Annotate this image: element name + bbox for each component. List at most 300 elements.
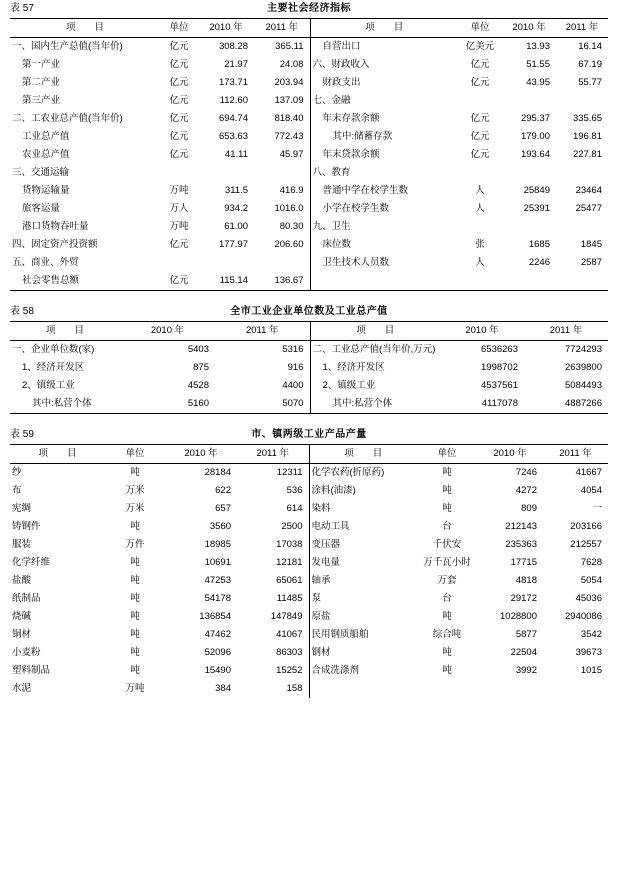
row-value-2011: 2940086 xyxy=(565,611,602,622)
row-value-2010: 308.28 xyxy=(218,41,248,52)
table-row xyxy=(10,482,608,500)
table-57-number: 表 57 xyxy=(10,3,34,14)
col-header: 2011 年 xyxy=(565,22,599,33)
row-value-2011: 5316 xyxy=(282,344,304,355)
row-value-2011: 7628 xyxy=(580,557,602,568)
row-unit: 吨 xyxy=(442,647,452,658)
row-label: 铜材 xyxy=(12,629,32,640)
row-unit: 万千瓦小时 xyxy=(423,557,471,568)
table-row xyxy=(10,110,608,128)
row-value-2010: 25849 xyxy=(523,185,550,196)
table-57 xyxy=(10,18,608,291)
table-57-header-row xyxy=(10,19,608,38)
row-label: 2、镇级工业 xyxy=(22,380,75,391)
col-header: 项 目 xyxy=(310,322,440,341)
row-value-2011: 2500 xyxy=(281,521,303,532)
row-value-2010: 212143 xyxy=(505,521,537,532)
table-59-block xyxy=(10,426,608,698)
row-value-2011: 818.40 xyxy=(274,113,304,124)
table-59-title: 市、镇两级工业产品产量 xyxy=(251,429,367,440)
row-label: 塑料制品 xyxy=(12,665,51,676)
row-label: 宪绸 xyxy=(12,503,32,514)
col-header: 2010 年 xyxy=(184,448,218,459)
row-value-2010 xyxy=(198,254,254,272)
table-row xyxy=(10,164,608,182)
row-unit: 万吨 xyxy=(169,185,189,196)
row-value-2011 xyxy=(556,218,608,236)
row-value-2011: 55.77 xyxy=(578,77,602,88)
row-label: 民用钢质船舶 xyxy=(309,626,417,644)
row-value-2010: 17715 xyxy=(510,557,537,568)
row-value-2011: 23464 xyxy=(575,185,602,196)
row-value-2011: 5084493 xyxy=(565,380,602,391)
row-value-2011 xyxy=(556,272,608,291)
row-unit: 亿元 xyxy=(169,131,189,142)
col-header: 2011 年 xyxy=(549,325,583,336)
row-value-2010: 28184 xyxy=(204,467,231,478)
row-value-2011: 25477 xyxy=(575,203,602,214)
row-label: 盐酸 xyxy=(12,575,32,586)
table-58 xyxy=(10,321,608,414)
row-value-2010: 173.71 xyxy=(218,77,248,88)
table-row xyxy=(10,218,608,236)
row-value-2011: 12311 xyxy=(276,467,303,478)
row-label: 四、固定资产投资额 xyxy=(12,239,98,250)
row-value-2010 xyxy=(502,272,556,291)
row-value-2011 xyxy=(254,164,310,182)
row-value-2010: 13.93 xyxy=(526,41,550,52)
row-label: 涂料(油漆) xyxy=(309,482,417,500)
row-unit: 亿元 xyxy=(470,131,490,142)
row-unit: 吨 xyxy=(130,575,140,586)
row-label: 1、经济开发区 xyxy=(310,359,440,377)
row-value-2011: 158 xyxy=(286,683,303,694)
col-header: 单位 xyxy=(470,22,490,33)
row-value-2011: 1015 xyxy=(580,665,602,676)
row-value-2011: 一 xyxy=(592,503,602,514)
row-value-2010 xyxy=(198,164,254,182)
row-value-2010: 179.00 xyxy=(520,131,550,142)
row-unit: 吨 xyxy=(130,557,140,568)
row-value-2011: 16.14 xyxy=(578,41,602,52)
row-value-2010: 43.95 xyxy=(526,77,550,88)
row-unit: 万吨 xyxy=(169,221,189,232)
row-label: 九、卫生 xyxy=(310,218,458,236)
table-57-header xyxy=(10,0,608,18)
row-label: 年末贷款余额 xyxy=(310,146,458,164)
row-value-2011: 45036 xyxy=(575,593,602,604)
row-value-2011: 4400 xyxy=(282,380,304,391)
row-label: 三、交通运输 xyxy=(12,167,70,178)
row-value-2011: 137.09 xyxy=(274,95,304,106)
row-label: 第一产业 xyxy=(22,59,61,70)
row-unit: 吨 xyxy=(442,467,452,478)
row-label: 钢材 xyxy=(309,644,417,662)
row-value-2010: 193.64 xyxy=(520,149,550,160)
table-58-title: 全市工业企业单位数及工业总产值 xyxy=(230,306,388,317)
col-header: 2011 年 xyxy=(256,448,290,459)
row-unit: 吨 xyxy=(130,593,140,604)
row-value-2010: 61.00 xyxy=(224,221,248,232)
row-value-2010: 809 xyxy=(521,503,537,514)
row-unit: 亿元 xyxy=(169,77,189,88)
row-unit: 万吨 xyxy=(125,683,145,694)
row-value-2011: 136.67 xyxy=(274,275,304,286)
row-unit: 吨 xyxy=(130,521,140,532)
row-label: 化学纤维 xyxy=(12,557,51,568)
row-unit: 张 xyxy=(475,239,485,250)
row-value-2011: 7724293 xyxy=(565,344,602,355)
row-value-2010 xyxy=(502,92,556,110)
row-label: 纱 xyxy=(12,467,22,478)
row-value-2010: 5160 xyxy=(187,398,209,409)
table-row xyxy=(10,359,608,377)
row-label: 小学在校学生数 xyxy=(310,200,458,218)
row-value-2011: 11485 xyxy=(276,593,303,604)
row-value-2010: 115.14 xyxy=(219,275,248,286)
col-header: 2011 年 xyxy=(265,22,299,33)
row-value-2010: 694.74 xyxy=(218,113,248,124)
row-unit: 亿元 xyxy=(169,239,189,250)
row-label: 社会零售总额 xyxy=(22,275,80,286)
row-label: 化学农药(折原药) xyxy=(309,464,417,483)
row-value-2010: 52096 xyxy=(204,647,231,658)
table-row xyxy=(10,644,608,662)
row-unit: 万米 xyxy=(125,485,145,496)
table-row xyxy=(10,500,608,518)
table-row xyxy=(10,662,608,680)
table-58-number: 表 58 xyxy=(10,306,34,317)
row-label: 原盐 xyxy=(309,608,417,626)
row-value-2010: 2246 xyxy=(528,257,550,268)
row-value-2010: 4528 xyxy=(187,380,209,391)
row-value-2011: 416.9 xyxy=(279,185,304,196)
table-58-header-row xyxy=(10,322,608,341)
table-gap xyxy=(0,414,618,426)
row-value-2010: 4537561 xyxy=(481,380,518,391)
row-label: 旅客运量 xyxy=(22,203,61,214)
row-label: 床位数 xyxy=(310,236,458,254)
row-unit: 万米 xyxy=(125,503,145,514)
row-value-2010: 6536263 xyxy=(481,344,518,355)
table-row xyxy=(10,608,608,626)
row-unit: 亿元 xyxy=(470,113,490,124)
row-value-2010: 25391 xyxy=(523,203,550,214)
table-row xyxy=(10,182,608,200)
row-label: 货物运输量 xyxy=(22,185,70,196)
row-unit: 万件 xyxy=(125,539,145,550)
row-value-2011: 5054 xyxy=(580,575,602,586)
row-value-2010: 1685 xyxy=(528,239,550,250)
row-unit: 亿元 xyxy=(169,41,189,52)
row-value-2011: 206.60 xyxy=(274,239,304,250)
row-label: 2、镇级工业 xyxy=(310,377,440,395)
row-value-2011: 12181 xyxy=(276,557,303,568)
table-59-header-row xyxy=(10,445,608,464)
row-unit: 吨 xyxy=(130,665,140,676)
table-row xyxy=(10,341,608,360)
row-value-2011: 45.97 xyxy=(279,149,304,160)
row-unit: 吨 xyxy=(442,665,452,676)
row-label: 二、工业总产值(当年价,万元) xyxy=(310,341,440,360)
row-value-2010: 622 xyxy=(215,485,231,496)
row-value-2011: 614 xyxy=(286,503,303,514)
row-label xyxy=(309,680,417,698)
col-header: 项 目 xyxy=(310,19,458,38)
col-header: 项 目 xyxy=(65,22,104,33)
row-value-2010: 4117078 xyxy=(481,398,518,409)
row-label: 纸制品 xyxy=(12,593,41,604)
row-label: 五、商业、外贸 xyxy=(12,257,79,268)
row-unit xyxy=(417,680,477,698)
row-label: 电动工具 xyxy=(309,518,417,536)
table-row xyxy=(10,572,608,590)
row-value-2010: 657 xyxy=(215,503,231,514)
row-value-2011: 916 xyxy=(287,362,304,373)
row-unit: 人 xyxy=(475,203,485,214)
row-value-2010: 18985 xyxy=(204,539,231,550)
table-59-number: 表 59 xyxy=(10,429,34,440)
row-value-2010: 1028800 xyxy=(500,611,537,622)
col-header: 2010 年 xyxy=(512,22,546,33)
col-header: 2010 年 xyxy=(209,22,243,33)
row-label: 其中:私营个体 xyxy=(310,395,440,414)
row-unit: 亿元 xyxy=(169,113,189,124)
table-row xyxy=(10,464,608,483)
row-label xyxy=(310,272,458,291)
row-unit: 吨 xyxy=(442,503,452,514)
row-value-2011: 15252 xyxy=(276,665,303,676)
row-value-2010: 22504 xyxy=(510,647,537,658)
row-unit: 万人 xyxy=(169,203,189,214)
row-unit: 人 xyxy=(475,185,485,196)
table-57-title: 主要社会经济指标 xyxy=(267,3,351,14)
row-value-2011: 2639800 xyxy=(565,362,602,373)
row-unit: 亿元 xyxy=(169,275,189,286)
row-value-2010 xyxy=(477,680,543,698)
row-value-2011: 203.94 xyxy=(274,77,304,88)
row-label: 二、工农业总产值(当年价) xyxy=(12,113,123,124)
row-value-2010: 41.11 xyxy=(224,149,248,160)
row-unit: 千伏安 xyxy=(432,539,462,550)
row-unit: 吨 xyxy=(130,467,140,478)
row-label: 自营出口 xyxy=(310,38,458,57)
row-unit: 亿元 xyxy=(470,77,490,88)
row-value-2011: 1845 xyxy=(580,239,602,250)
table-row xyxy=(10,56,608,74)
row-unit: 万套 xyxy=(437,575,457,586)
table-row xyxy=(10,254,608,272)
row-label: 年末存款余额 xyxy=(310,110,458,128)
row-label: 小麦粉 xyxy=(12,647,41,658)
row-label: 一、企业单位数(家) xyxy=(12,344,95,355)
table-row xyxy=(10,590,608,608)
col-header: 2010 年 xyxy=(465,325,499,336)
row-value-2010: 653.63 xyxy=(218,131,248,142)
col-header: 2011 年 xyxy=(245,325,279,336)
row-value-2010: 7246 xyxy=(515,467,537,478)
row-label: 轴承 xyxy=(309,572,417,590)
row-label: 发电量 xyxy=(309,554,417,572)
row-unit: 吨 xyxy=(442,611,452,622)
row-value-2010: 875 xyxy=(193,362,209,373)
row-value-2011: 212557 xyxy=(570,539,602,550)
row-value-2011 xyxy=(556,164,608,182)
row-value-2010: 4818 xyxy=(515,575,537,586)
row-unit: 亿美元 xyxy=(465,41,495,52)
row-value-2010: 5877 xyxy=(515,629,537,640)
row-label: 七、金融 xyxy=(310,92,458,110)
row-value-2010: 21.97 xyxy=(224,59,248,70)
row-value-2011: 1016.0 xyxy=(274,203,304,214)
row-value-2010: 384 xyxy=(215,683,231,694)
row-label: 卫生技术人员数 xyxy=(310,254,458,272)
row-label: 服装 xyxy=(12,539,32,550)
row-unit: 综合吨 xyxy=(432,629,462,640)
row-label: 其中:储蓄存款 xyxy=(310,128,458,146)
row-unit xyxy=(458,218,502,236)
row-unit xyxy=(160,254,198,272)
row-value-2011: 196.81 xyxy=(572,131,602,142)
row-value-2011 xyxy=(543,680,608,698)
row-unit: 台 xyxy=(442,593,452,604)
row-unit: 亿元 xyxy=(169,149,189,160)
row-value-2011: 65061 xyxy=(276,575,303,586)
table-row xyxy=(10,92,608,110)
row-value-2010 xyxy=(502,218,556,236)
row-label: 农业总产值 xyxy=(22,149,70,160)
row-label: 第三产业 xyxy=(22,95,61,106)
table-59 xyxy=(10,444,608,698)
row-value-2011: 203166 xyxy=(570,521,602,532)
row-value-2010: 15490 xyxy=(204,665,231,676)
table-58-header xyxy=(10,303,608,321)
row-value-2011: 2587 xyxy=(580,257,602,268)
row-value-2011: 41067 xyxy=(276,629,303,640)
table-row xyxy=(10,272,608,291)
row-label: 工业总产值 xyxy=(22,131,70,142)
table-row xyxy=(10,128,608,146)
table-row xyxy=(10,554,608,572)
table-row xyxy=(10,146,608,164)
col-header: 单位 xyxy=(169,22,189,33)
row-value-2011: 147849 xyxy=(270,611,303,622)
table-row xyxy=(10,626,608,644)
row-unit: 吨 xyxy=(130,629,140,640)
row-value-2010: 47462 xyxy=(204,629,231,640)
row-label: 财政支出 xyxy=(310,74,458,92)
col-header: 2010 年 xyxy=(493,448,527,459)
row-label: 水泥 xyxy=(12,683,32,694)
row-value-2011: 5070 xyxy=(282,398,304,409)
table-row xyxy=(10,200,608,218)
row-label: 变压器 xyxy=(309,536,417,554)
row-label: 八、教育 xyxy=(310,164,458,182)
row-value-2010: 235363 xyxy=(505,539,537,550)
row-value-2010: 10691 xyxy=(204,557,231,568)
table-gap xyxy=(0,291,618,303)
row-value-2011: 67.19 xyxy=(578,59,602,70)
table-row xyxy=(10,536,608,554)
row-value-2010: 54178 xyxy=(204,593,231,604)
row-label: 布 xyxy=(12,485,22,496)
row-unit xyxy=(458,272,502,291)
row-value-2010: 51.55 xyxy=(526,59,550,70)
row-value-2011: 39673 xyxy=(575,647,602,658)
col-header: 2011 年 xyxy=(559,448,592,459)
row-value-2011: 80.30 xyxy=(279,221,304,232)
row-label: 普通中学在校学生数 xyxy=(310,182,458,200)
row-value-2010: 3560 xyxy=(209,521,231,532)
row-value-2010: 934.2 xyxy=(224,203,248,214)
row-label: 六、财政收入 xyxy=(310,56,458,74)
row-value-2011: 3542 xyxy=(580,629,602,640)
col-header: 单位 xyxy=(125,448,145,459)
col-header: 单位 xyxy=(437,448,457,459)
table-59-header xyxy=(10,426,608,444)
table-row xyxy=(10,518,608,536)
row-value-2010: 4272 xyxy=(515,485,537,496)
table-row xyxy=(10,680,608,698)
row-label: 港口货物吞吐量 xyxy=(22,221,89,232)
row-unit: 亿元 xyxy=(169,59,189,70)
row-label: 一、国内生产总值(当年价) xyxy=(12,41,123,52)
row-unit xyxy=(458,92,502,110)
row-value-2011: 24.08 xyxy=(279,59,304,70)
col-header: 项 目 xyxy=(38,448,77,459)
row-value-2010: 5403 xyxy=(187,344,209,355)
row-label: 烧碱 xyxy=(12,611,32,622)
row-value-2010: 47253 xyxy=(204,575,231,586)
row-value-2011: 536 xyxy=(286,485,303,496)
row-label: 铸钢件 xyxy=(12,521,41,532)
row-value-2010: 112.60 xyxy=(219,95,248,106)
table-58-block xyxy=(10,303,608,414)
row-unit: 吨 xyxy=(130,611,140,622)
row-value-2010: 311.5 xyxy=(224,185,248,196)
row-unit: 吨 xyxy=(130,647,140,658)
table-row xyxy=(10,74,608,92)
row-value-2010: 29172 xyxy=(510,593,537,604)
row-label: 其中:私营个体 xyxy=(32,398,92,409)
row-value-2011: 365.11 xyxy=(275,41,304,52)
col-header: 项 目 xyxy=(309,445,417,464)
row-label: 1、经济开发区 xyxy=(22,362,85,373)
row-unit xyxy=(160,164,198,182)
row-value-2011: 86303 xyxy=(276,647,303,658)
row-value-2010 xyxy=(502,164,556,182)
row-value-2010: 136854 xyxy=(199,611,231,622)
row-unit: 亿元 xyxy=(169,95,189,106)
row-unit xyxy=(458,164,502,182)
row-unit: 吨 xyxy=(442,485,452,496)
row-value-2011 xyxy=(254,254,310,272)
row-value-2011: 772.43 xyxy=(274,131,304,142)
row-value-2011: 4887266 xyxy=(565,398,602,409)
table-57-block xyxy=(10,0,608,291)
row-unit: 亿元 xyxy=(470,149,490,160)
table-row xyxy=(10,377,608,395)
row-value-2011: 4054 xyxy=(580,485,602,496)
table-row xyxy=(10,38,608,57)
row-unit: 台 xyxy=(442,521,452,532)
col-header: 2010 年 xyxy=(150,325,185,336)
table-row xyxy=(10,395,608,414)
table-row xyxy=(10,236,608,254)
row-value-2010: 3992 xyxy=(515,665,537,676)
row-value-2010: 177.97 xyxy=(218,239,248,250)
row-value-2010: 1998702 xyxy=(481,362,518,373)
